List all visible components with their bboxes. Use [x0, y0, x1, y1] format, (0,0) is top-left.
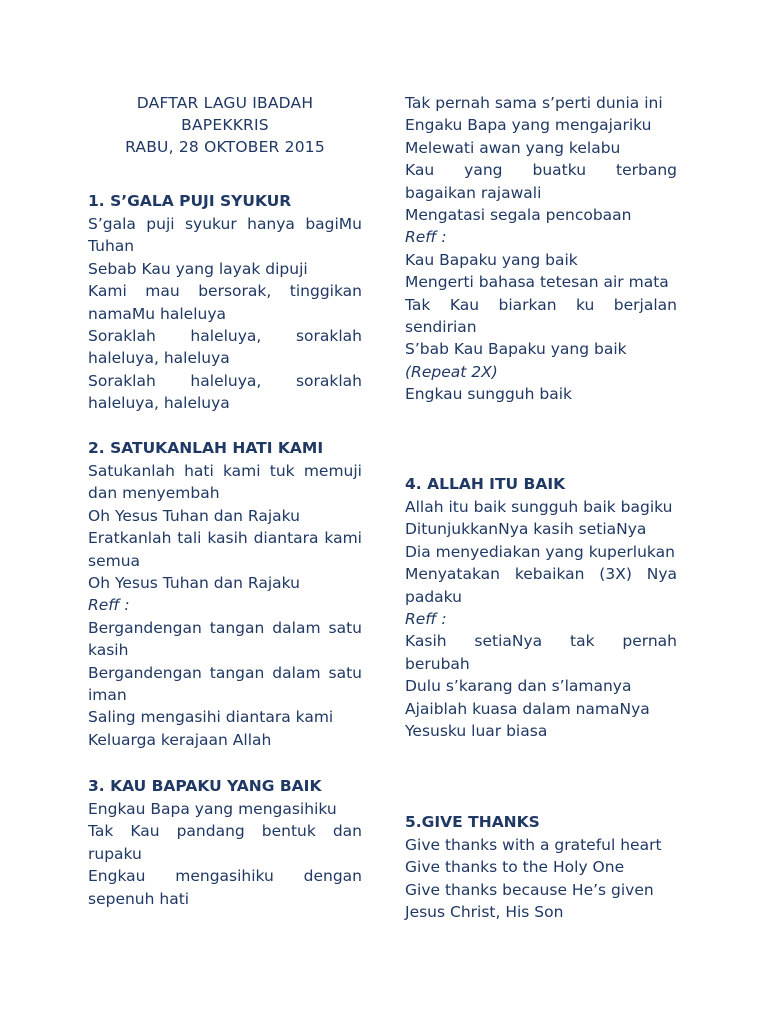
lyric-line: Oh Yesus Tuhan dan Rajaku: [88, 574, 300, 593]
song-3-continued: [405, 92, 677, 406]
lyric-line: Dulu s’karang dan s’lamanya: [405, 677, 632, 696]
lyric-line: Melewati awan yang kelabu: [405, 138, 621, 157]
reff-label: Reff :: [405, 228, 447, 247]
document-header: [88, 92, 362, 158]
song-4: [405, 473, 677, 742]
lyric-line: Eratkanlah tali kasih diantara kami semua: [88, 529, 362, 570]
lyric-line: Oh Yesus Tuhan dan Rajaku: [88, 506, 300, 525]
lyric-line: Tak pernah sama s’perti dunia ini: [405, 94, 663, 112]
lyric-line: Menyatakan kebaikan (3X) Nya padaku: [405, 565, 677, 606]
song-5: [405, 811, 677, 924]
lyric-line: Ajaiblah kuasa dalam namaNya: [405, 699, 650, 718]
lyric-line: Give thanks with a grateful heart: [405, 836, 662, 854]
lyric-line: Tak Kau biarkan ku berjalan sendirian: [405, 295, 677, 337]
lyric-line: Mengatasi segala pencobaan: [405, 206, 632, 225]
lyric-line: Keluarga kerajaan Allah: [88, 730, 272, 749]
lyric-line: Engaku Bapa yang mengajariku: [405, 116, 652, 135]
song-title: 1. S’GALA PUJI SYUKUR: [88, 192, 292, 210]
lyric-line: Allah itu baik sungguh baik bagiku: [405, 498, 673, 516]
lyric-line: Tak Kau pandang bentuk dan rupaku: [88, 822, 362, 863]
lyric-line: S’gala puji syukur hanya bagiMu Tuhan: [88, 215, 362, 256]
lyric-line: Engkau sungguh baik: [405, 385, 573, 404]
song-title: 5.GIVE THANKS: [405, 813, 540, 831]
lyric-line: Give thanks because He’s given: [405, 880, 654, 899]
lyric-line: Give thanks to the Holy One: [405, 858, 625, 877]
song-title: 4. ALLAH ITU BAIK: [405, 475, 566, 493]
lyric-line: DitunjukkanNya kasih setiaNya: [405, 520, 647, 539]
lyric-line: Jesus Christ, His Son: [405, 903, 564, 922]
lyric-line: Engkau mengasihiku dengan sepenuh hati: [88, 867, 362, 908]
lyric-line: Kau Bapaku yang baik: [405, 250, 578, 269]
lyric-line: Mengerti bahasa tetesan air mata: [405, 273, 669, 292]
song-2: [88, 437, 362, 751]
lyric-line: Kasih setiaNya tak pernah berubah: [405, 632, 677, 673]
header-title: DAFTAR LAGU IBADAH: [136, 94, 314, 112]
header-date: RABU, 28 OKTOBER 2015: [125, 138, 325, 156]
song-1: [88, 190, 362, 415]
lyric-line: S’bab Kau Bapaku yang baik: [405, 340, 627, 359]
lyric-line: Soraklah haleluya, soraklah haleluya, haleluya: [88, 371, 362, 413]
repeat-note: (Repeat 2X): [405, 362, 498, 381]
song-3: [88, 775, 362, 910]
lyric-line: Satukanlah hati kami tuk memuji dan menyembah: [88, 462, 362, 503]
song-title: 2. SATUKANLAH HATI KAMI: [88, 439, 324, 457]
lyric-line: Yesusku luar biasa: [405, 722, 548, 741]
lyric-line: Engkau Bapa yang mengasihiku: [88, 800, 337, 818]
lyric-line: Saling mengasihi diantara kami: [88, 708, 334, 727]
lyric-line: Kau yang buatku terbang bagaikan rajawali: [405, 161, 677, 202]
reff-label: Reff :: [88, 596, 130, 615]
lyric-line: Bergandengan tangan dalam satu kasih: [88, 618, 362, 660]
lyric-line: Sebab Kau yang layak dipuji: [88, 259, 308, 278]
lyric-line: Bergandengan tangan dalam satu iman: [88, 663, 362, 705]
header-subtitle: BAPEKKRIS: [181, 116, 269, 134]
lyric-line: Dia menyediakan yang kuperlukan: [405, 542, 675, 561]
lyric-line: Kami mau bersorak, tinggikan namaMu haleluya: [88, 282, 362, 323]
lyric-line: Soraklah haleluya, soraklah haleluya, haleluya: [88, 327, 362, 368]
song-title: 3. KAU BAPAKU YANG BAIK: [88, 777, 322, 795]
reff-label: Reff :: [405, 610, 447, 629]
